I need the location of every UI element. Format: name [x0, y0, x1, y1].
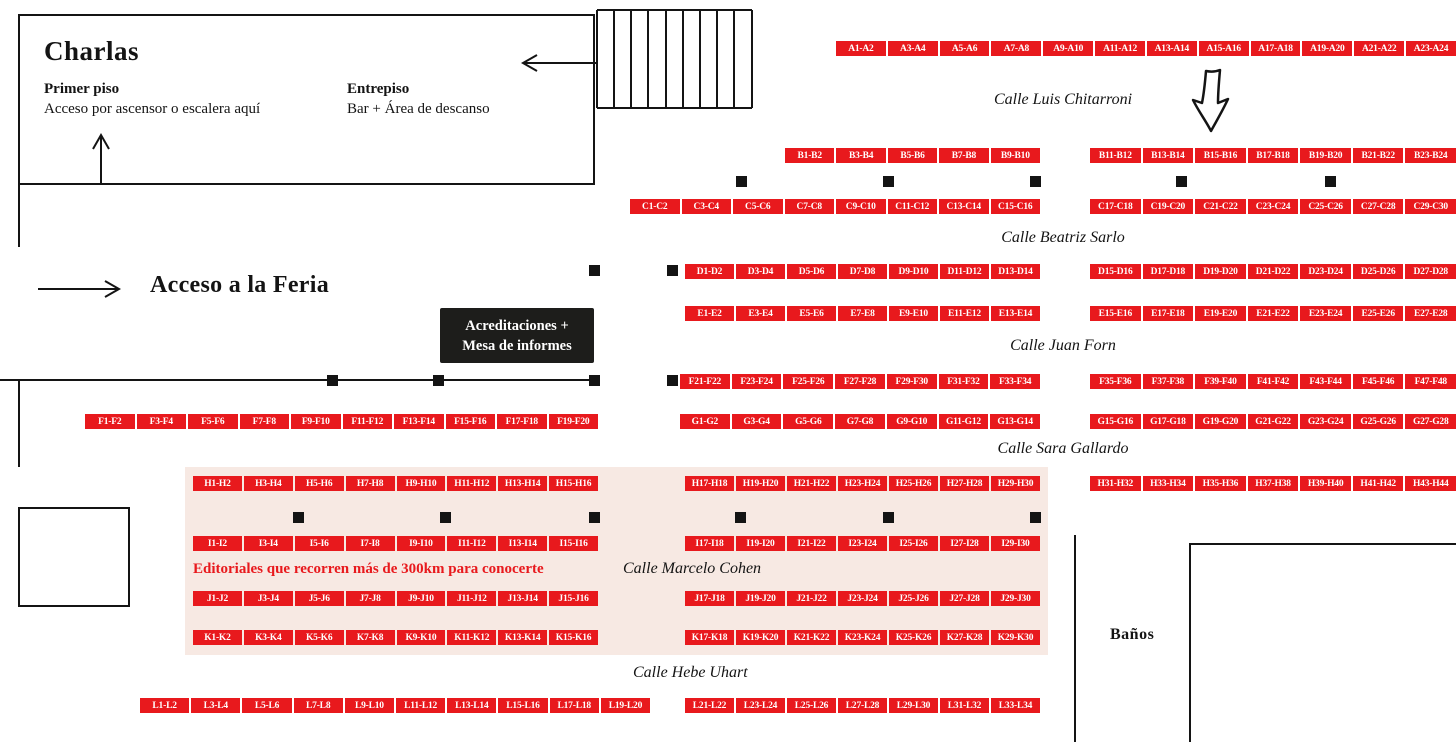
stand-h5-h6: H5-H6 — [295, 476, 344, 491]
stand-h29-h30: H29-H30 — [991, 476, 1040, 491]
stand-row-a — [836, 41, 1456, 56]
stand-e17-e18: E17-E18 — [1143, 306, 1194, 321]
column-marker — [589, 512, 600, 523]
stand-a7-a8: A7-A8 — [991, 41, 1041, 56]
stand-f17-f18: F17-F18 — [497, 414, 547, 429]
stand-a1-a2: A1-A2 — [836, 41, 886, 56]
stand-f41-f42: F41-F42 — [1248, 374, 1299, 389]
column-marker — [433, 375, 444, 386]
stand-d5-d6: D5-D6 — [787, 264, 836, 279]
stand-h35-h36: H35-H36 — [1195, 476, 1246, 491]
stand-g11-g12: G11-G12 — [939, 414, 989, 429]
stand-l13-l14: L13-L14 — [447, 698, 496, 713]
stand-h3-h4: H3-H4 — [244, 476, 293, 491]
column-marker — [883, 512, 894, 523]
stand-row-e-left — [685, 306, 1040, 321]
banos-label: Baños — [1110, 626, 1155, 643]
stand-h25-h26: H25-H26 — [889, 476, 938, 491]
street-calle-hebe-uhart: Calle Hebe Uhart — [633, 664, 748, 681]
stand-k9-k10: K9-K10 — [397, 630, 446, 645]
stand-g9-g10: G9-G10 — [887, 414, 937, 429]
stand-row-b-left — [785, 148, 1040, 163]
stand-g23-g24: G23-G24 — [1300, 414, 1351, 429]
stand-c15-c16: C15-C16 — [991, 199, 1041, 214]
stand-row-k-left — [193, 630, 598, 645]
stand-f27-f28: F27-F28 — [835, 374, 885, 389]
stand-c9-c10: C9-C10 — [836, 199, 886, 214]
stand-k27-k28: K27-K28 — [940, 630, 989, 645]
stand-row-f-mid — [680, 374, 1040, 389]
stand-b21-b22: B21-B22 — [1353, 148, 1404, 163]
arrow-left-icon — [523, 55, 597, 71]
stand-row-l-mid — [685, 698, 1040, 713]
stand-d15-d16: D15-D16 — [1090, 264, 1141, 279]
stand-e25-e26: E25-E26 — [1353, 306, 1404, 321]
stand-i19-i20: I19-I20 — [736, 536, 785, 551]
stand-k21-k22: K21-K22 — [787, 630, 836, 645]
stand-h23-h24: H23-H24 — [838, 476, 887, 491]
stand-b19-b20: B19-B20 — [1300, 148, 1351, 163]
stand-b5-b6: B5-B6 — [888, 148, 937, 163]
stand-f11-f12: F11-F12 — [343, 414, 393, 429]
stand-g27-g28: G27-G28 — [1405, 414, 1456, 429]
stand-row-e-right — [1090, 306, 1456, 321]
stand-i11-i12: I11-I12 — [447, 536, 496, 551]
left-small-room-outline — [18, 507, 130, 607]
stand-row-g-right — [1090, 414, 1456, 429]
stand-e13-e14: E13-E14 — [991, 306, 1040, 321]
stand-e27-e28: E27-E28 — [1405, 306, 1456, 321]
column-marker — [736, 176, 747, 187]
stand-e7-e8: E7-E8 — [838, 306, 887, 321]
stand-c23-c24: C23-C24 — [1248, 199, 1299, 214]
stand-f37-f38: F37-F38 — [1143, 374, 1194, 389]
stand-g17-g18: G17-G18 — [1143, 414, 1194, 429]
stand-l11-l12: L11-L12 — [396, 698, 445, 713]
stand-a15-a16: A15-A16 — [1199, 41, 1249, 56]
street-calle-sara-gallardo: Calle Sara Gallardo — [997, 440, 1129, 457]
primer-piso-text: Acceso por ascensor o escalera aquí — [44, 101, 261, 117]
stand-h31-h32: H31-H32 — [1090, 476, 1141, 491]
stand-a3-a4: A3-A4 — [888, 41, 938, 56]
column-marker — [1176, 176, 1187, 187]
column-marker — [667, 375, 678, 386]
stand-k29-k30: K29-K30 — [991, 630, 1040, 645]
stand-d1-d2: D1-D2 — [685, 264, 734, 279]
stand-g21-g22: G21-G22 — [1248, 414, 1299, 429]
acreditaciones-box — [440, 308, 594, 363]
stand-f25-f26: F25-F26 — [783, 374, 833, 389]
stand-f47-f48: F47-F48 — [1405, 374, 1456, 389]
stand-a21-a22: A21-A22 — [1354, 41, 1404, 56]
stand-b15-b16: B15-B16 — [1195, 148, 1246, 163]
stand-i3-i4: I3-I4 — [244, 536, 293, 551]
stand-a13-a14: A13-A14 — [1147, 41, 1197, 56]
stand-e19-e20: E19-E20 — [1195, 306, 1246, 321]
stand-k7-k8: K7-K8 — [346, 630, 395, 645]
wall-banos-left — [1074, 535, 1076, 742]
stand-h43-h44: H43-H44 — [1405, 476, 1456, 491]
stand-e21-e22: E21-E22 — [1248, 306, 1299, 321]
wall-charlas-right — [593, 14, 595, 185]
stand-g3-g4: G3-G4 — [732, 414, 782, 429]
editoriales-note: Editoriales que recorren más de 300km para conocerte — [193, 561, 544, 577]
stand-a11-a12: A11-A12 — [1095, 41, 1145, 56]
stand-j21-j22: J21-J22 — [787, 591, 836, 606]
arrow-up-icon — [93, 135, 109, 184]
stand-h13-h14: H13-H14 — [498, 476, 547, 491]
stand-d13-d14: D13-D14 — [991, 264, 1040, 279]
stand-h37-h38: H37-H38 — [1248, 476, 1299, 491]
stand-e23-e24: E23-E24 — [1300, 306, 1351, 321]
stand-f35-f36: F35-F36 — [1090, 374, 1141, 389]
stand-c3-c4: C3-C4 — [682, 199, 732, 214]
stand-f21-f22: F21-F22 — [680, 374, 730, 389]
stand-i9-i10: I9-I10 — [397, 536, 446, 551]
stand-b9-b10: B9-B10 — [991, 148, 1040, 163]
acceso-feria-label: Acceso a la Feria — [150, 272, 330, 298]
stand-row-l-left — [140, 698, 650, 713]
stand-l19-l20: L19-L20 — [601, 698, 650, 713]
stand-e1-e2: E1-E2 — [685, 306, 734, 321]
stand-h41-h42: H41-H42 — [1353, 476, 1404, 491]
stand-k3-k4: K3-K4 — [244, 630, 293, 645]
stand-row-i-left — [193, 536, 598, 551]
acreditaciones-line1: Acreditaciones + — [465, 317, 569, 334]
stand-d9-d10: D9-D10 — [889, 264, 938, 279]
stand-l23-l24: L23-L24 — [736, 698, 785, 713]
stand-f31-f32: F31-F32 — [939, 374, 989, 389]
stand-c29-c30: C29-C30 — [1405, 199, 1456, 214]
stand-j11-j12: J11-J12 — [447, 591, 496, 606]
stand-i23-i24: I23-I24 — [838, 536, 887, 551]
stand-j13-j14: J13-J14 — [498, 591, 547, 606]
stand-k1-k2: K1-K2 — [193, 630, 242, 645]
stand-l33-l34: L33-L34 — [991, 698, 1040, 713]
stand-h39-h40: H39-H40 — [1300, 476, 1351, 491]
stand-g1-g2: G1-G2 — [680, 414, 730, 429]
stand-k17-k18: K17-K18 — [685, 630, 734, 645]
stand-d11-d12: D11-D12 — [940, 264, 989, 279]
stand-k13-k14: K13-K14 — [498, 630, 547, 645]
stand-f5-f6: F5-F6 — [188, 414, 238, 429]
stand-b23-b24: B23-B24 — [1405, 148, 1456, 163]
stand-j27-j28: J27-J28 — [940, 591, 989, 606]
stand-f33-f34: F33-F34 — [990, 374, 1040, 389]
stand-c19-c20: C19-C20 — [1143, 199, 1194, 214]
stand-c5-c6: C5-C6 — [733, 199, 783, 214]
stand-h21-h22: H21-H22 — [787, 476, 836, 491]
stand-k11-k12: K11-K12 — [447, 630, 496, 645]
staircase-icon — [597, 10, 752, 108]
stand-h1-h2: H1-H2 — [193, 476, 242, 491]
stand-g13-g14: G13-G14 — [990, 414, 1040, 429]
stand-f15-f16: F15-F16 — [446, 414, 496, 429]
stand-h33-h34: H33-H34 — [1143, 476, 1194, 491]
column-marker — [1030, 512, 1041, 523]
stand-g25-g26: G25-G26 — [1353, 414, 1404, 429]
stand-c1-c2: C1-C2 — [630, 199, 680, 214]
wall-charlas-bottom — [18, 183, 595, 185]
stand-i21-i22: I21-I22 — [787, 536, 836, 551]
stand-c27-c28: C27-C28 — [1353, 199, 1404, 214]
stand-d3-d4: D3-D4 — [736, 264, 785, 279]
stand-row-h-left — [193, 476, 598, 491]
column-marker — [1325, 176, 1336, 187]
stand-a19-a20: A19-A20 — [1302, 41, 1352, 56]
stand-g5-g6: G5-G6 — [783, 414, 833, 429]
column-marker — [589, 265, 600, 276]
stand-l7-l8: L7-L8 — [294, 698, 343, 713]
stand-d27-d28: D27-D28 — [1405, 264, 1456, 279]
stand-e9-e10: E9-E10 — [889, 306, 938, 321]
street-calle-marcelo-cohen: Calle Marcelo Cohen — [623, 560, 762, 577]
stand-a23-a24: A23-A24 — [1406, 41, 1456, 56]
stand-a9-a10: A9-A10 — [1043, 41, 1093, 56]
stand-f23-f24: F23-F24 — [732, 374, 782, 389]
stand-i7-i8: I7-I8 — [346, 536, 395, 551]
stand-c17-c18: C17-C18 — [1090, 199, 1141, 214]
stand-row-i-mid — [685, 536, 1040, 551]
stand-a5-a6: A5-A6 — [940, 41, 990, 56]
wall-charlas-top — [18, 14, 595, 16]
stand-a17-a18: A17-A18 — [1251, 41, 1301, 56]
street-calle-luis-chitarroni: Calle Luis Chitarroni — [993, 91, 1133, 108]
stand-j15-j16: J15-J16 — [549, 591, 598, 606]
stand-h19-h20: H19-H20 — [736, 476, 785, 491]
stand-h9-h10: H9-H10 — [397, 476, 446, 491]
stand-l9-l10: L9-L10 — [345, 698, 394, 713]
stand-e15-e16: E15-E16 — [1090, 306, 1141, 321]
stand-f39-f40: F39-F40 — [1195, 374, 1246, 389]
column-marker — [589, 375, 600, 386]
stand-l5-l6: L5-L6 — [242, 698, 291, 713]
wall-left-lower — [18, 380, 20, 467]
stand-e5-e6: E5-E6 — [787, 306, 836, 321]
stand-row-c-right — [1090, 199, 1456, 214]
stand-j17-j18: J17-J18 — [685, 591, 734, 606]
stand-i27-i28: I27-I28 — [940, 536, 989, 551]
stand-k25-k26: K25-K26 — [889, 630, 938, 645]
column-marker — [883, 176, 894, 187]
stand-l31-l32: L31-L32 — [940, 698, 989, 713]
stand-e3-e4: E3-E4 — [736, 306, 785, 321]
stand-l27-l28: L27-L28 — [838, 698, 887, 713]
stand-g15-g16: G15-G16 — [1090, 414, 1141, 429]
column-marker — [327, 375, 338, 386]
stand-k15-k16: K15-K16 — [549, 630, 598, 645]
stand-i1-i2: I1-I2 — [193, 536, 242, 551]
stand-k5-k6: K5-K6 — [295, 630, 344, 645]
stand-f43-f44: F43-F44 — [1300, 374, 1351, 389]
stand-d23-d24: D23-D24 — [1300, 264, 1351, 279]
stand-i29-i30: I29-I30 — [991, 536, 1040, 551]
stand-f29-f30: F29-F30 — [887, 374, 937, 389]
stand-row-d-left — [685, 264, 1040, 279]
stand-h15-h16: H15-H16 — [549, 476, 598, 491]
stand-h17-h18: H17-H18 — [685, 476, 734, 491]
stand-h11-h12: H11-H12 — [447, 476, 496, 491]
column-marker — [735, 512, 746, 523]
stand-l15-l16: L15-L16 — [498, 698, 547, 713]
stand-f7-f8: F7-F8 — [240, 414, 290, 429]
stand-d19-d20: D19-D20 — [1195, 264, 1246, 279]
stand-c7-c8: C7-C8 — [785, 199, 835, 214]
stand-f9-f10: F9-F10 — [291, 414, 341, 429]
stand-row-f-left — [85, 414, 598, 429]
stand-e11-e12: E11-E12 — [940, 306, 989, 321]
entrepiso-text: Bar + Área de descanso — [347, 101, 490, 117]
column-marker — [293, 512, 304, 523]
stand-f3-f4: F3-F4 — [137, 414, 187, 429]
stand-j29-j30: J29-J30 — [991, 591, 1040, 606]
stand-c13-c14: C13-C14 — [939, 199, 989, 214]
stand-d7-d8: D7-D8 — [838, 264, 887, 279]
stand-h7-h8: H7-H8 — [346, 476, 395, 491]
stand-f1-f2: F1-F2 — [85, 414, 135, 429]
stand-l17-l18: L17-L18 — [550, 698, 599, 713]
stand-h27-h28: H27-H28 — [940, 476, 989, 491]
stand-f13-f14: F13-F14 — [394, 414, 444, 429]
stand-d21-d22: D21-D22 — [1248, 264, 1299, 279]
stand-l3-l4: L3-L4 — [191, 698, 240, 713]
column-marker — [1030, 176, 1041, 187]
stand-j23-j24: J23-J24 — [838, 591, 887, 606]
stand-row-h-right — [1090, 476, 1456, 491]
stand-l1-l2: L1-L2 — [140, 698, 189, 713]
stand-f45-f46: F45-F46 — [1353, 374, 1404, 389]
primer-piso-heading: Primer piso — [44, 81, 120, 97]
stand-row-k-mid — [685, 630, 1040, 645]
stand-d17-d18: D17-D18 — [1143, 264, 1194, 279]
arrow-right-icon — [38, 281, 119, 297]
stand-b17-b18: B17-B18 — [1248, 148, 1299, 163]
stand-j3-j4: J3-J4 — [244, 591, 293, 606]
stand-k23-k24: K23-K24 — [838, 630, 887, 645]
stand-i13-i14: I13-I14 — [498, 536, 547, 551]
column-marker — [667, 265, 678, 276]
stand-g7-g8: G7-G8 — [835, 414, 885, 429]
stand-j25-j26: J25-J26 — [889, 591, 938, 606]
stand-c25-c26: C25-C26 — [1300, 199, 1351, 214]
stand-row-j-mid — [685, 591, 1040, 606]
stand-j7-j8: J7-J8 — [346, 591, 395, 606]
stand-row-d-right — [1090, 264, 1456, 279]
stand-d25-d26: D25-D26 — [1353, 264, 1404, 279]
stand-row-j-left — [193, 591, 598, 606]
stand-row-c-left — [630, 199, 1040, 214]
stand-row-f-right — [1090, 374, 1456, 389]
charlas-title: Charlas — [44, 36, 140, 66]
stand-b11-b12: B11-B12 — [1090, 148, 1141, 163]
stand-b13-b14: B13-B14 — [1143, 148, 1194, 163]
stand-c11-c12: C11-C12 — [888, 199, 938, 214]
wall-mid-horizontal — [0, 379, 595, 381]
stand-b3-b4: B3-B4 — [836, 148, 885, 163]
entrepiso-heading: Entrepiso — [347, 81, 410, 97]
stand-l21-l22: L21-L22 — [685, 698, 734, 713]
stand-c21-c22: C21-C22 — [1195, 199, 1246, 214]
stand-b1-b2: B1-B2 — [785, 148, 834, 163]
stand-row-g-mid — [680, 414, 1040, 429]
stand-i25-i26: I25-I26 — [889, 536, 938, 551]
stand-f19-f20: F19-F20 — [549, 414, 599, 429]
stand-j9-j10: J9-J10 — [397, 591, 446, 606]
stand-l29-l30: L29-L30 — [889, 698, 938, 713]
stand-k19-k20: K19-K20 — [736, 630, 785, 645]
wall-charlas-left — [18, 14, 20, 247]
stand-l25-l26: L25-L26 — [787, 698, 836, 713]
street-calle-beatriz-sarlo: Calle Beatriz Sarlo — [1001, 229, 1125, 246]
stand-j19-j20: J19-J20 — [736, 591, 785, 606]
stand-row-h-mid — [685, 476, 1040, 491]
stand-j5-j6: J5-J6 — [295, 591, 344, 606]
stand-j1-j2: J1-J2 — [193, 591, 242, 606]
street-calle-juan-forn: Calle Juan Forn — [1010, 337, 1116, 354]
stand-row-b-right — [1090, 148, 1456, 163]
stand-i5-i6: I5-I6 — [295, 536, 344, 551]
wall-banos-top — [1189, 543, 1456, 545]
acreditaciones-line2: Mesa de informes — [462, 337, 572, 354]
stand-i17-i18: I17-I18 — [685, 536, 734, 551]
hand-drawn-arrow-down-icon — [1193, 70, 1228, 131]
stand-i15-i16: I15-I16 — [549, 536, 598, 551]
stand-b7-b8: B7-B8 — [939, 148, 988, 163]
column-marker — [440, 512, 451, 523]
wall-banos-right — [1189, 543, 1191, 742]
stand-g19-g20: G19-G20 — [1195, 414, 1246, 429]
